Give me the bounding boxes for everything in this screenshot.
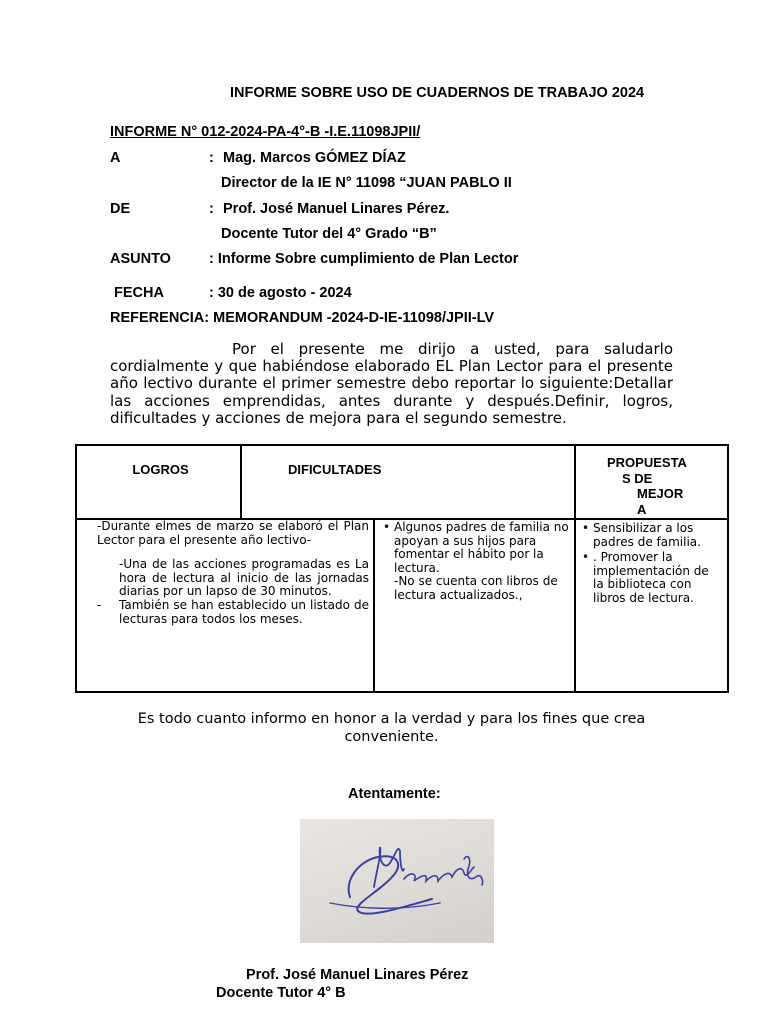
logros-item: -Una de las acciones programadas es La hora de lectura al inicio de las jornadas diarias por un lapso de 30 minutos. — [119, 557, 369, 599]
from-name: Prof. José Manuel Linares Pérez. — [223, 201, 450, 217]
propuestas-list — [581, 522, 723, 606]
dificultades-item: • Algunos padres de familia no apoyan a sus hijos para fomentar el hábito por la lectura. — [382, 521, 570, 575]
propuestas-cell — [575, 519, 728, 692]
table-header-row — [76, 445, 728, 519]
signatory-name: Prof. José Manuel Linares Pérez — [246, 967, 469, 983]
subject-value: : Informe Sobre cumplimiento de Plan Lector — [209, 251, 519, 267]
subject-label: ASUNTO — [110, 251, 171, 267]
header-propuestas — [576, 455, 727, 517]
header-dificultades: DIFICULTADES — [288, 462, 382, 477]
propuestas-item: • Sensibilizar a los padres de familia. — [581, 522, 723, 549]
to-position: Director de la IE N° 11098 “JUAN PABLO II — [221, 175, 512, 191]
propuestas-content — [576, 520, 727, 606]
propuestas-item: • . Promover la implementación de la biblioteca con libros de lectura. — [581, 551, 723, 605]
logros-item-text: También se han establecido un listado de lecturas para todos los meses. — [119, 597, 369, 626]
document-title: INFORME SOBRE USO DE CUADERNOS DE TRABAJO 2024 — [230, 85, 645, 101]
logros-cell — [76, 519, 374, 692]
memorandum-reference: REFERENCIA: MEMORANDUM -2024-D-IE-11098/JPII-LV — [110, 310, 495, 326]
signature-image — [300, 819, 494, 943]
header-propuestas-line: PROPUESTA — [607, 455, 687, 470]
signatory-role: Docente Tutor 4° B — [216, 985, 346, 1001]
logros-content — [77, 520, 373, 626]
date-value: : 30 de agosto - 2024 — [209, 285, 352, 301]
header-propuestas-line: MEJOR — [637, 486, 684, 501]
dificultades-list — [382, 521, 570, 575]
header-dificultades-cell — [241, 445, 575, 519]
salutation: Atentamente: — [348, 786, 441, 802]
closing-paragraph: Es todo cuanto informo en honor a la verdad y para los fines que crea conveniente. — [137, 711, 646, 745]
logros-intro: -Durante elmes de marzo se elaboró el Plan Lector para el presente año lectivo- — [97, 519, 369, 547]
handwritten-signature — [300, 819, 494, 943]
header-logros-cell — [76, 445, 241, 519]
logros-item-marker: - — [97, 597, 102, 612]
dificultades-content — [375, 520, 574, 603]
header-propuestas-line: A — [637, 501, 647, 517]
header-logros: LOGROS — [132, 462, 189, 477]
dificultades-cell — [374, 519, 575, 692]
header-propuestas-line: S DE — [622, 470, 653, 486]
header-propuestas-cell — [575, 445, 728, 519]
date-label: FECHA — [114, 285, 164, 301]
to-colon: : — [209, 150, 214, 166]
table-body-row — [76, 519, 728, 692]
from-label: DE — [110, 201, 131, 217]
report-table — [75, 444, 729, 693]
from-position: Docente Tutor del 4° Grado “B” — [221, 226, 437, 242]
body-text: Por el presente me dirijo a usted, para saludarlo cordialmente y que habiéndose elaborado EL Plan Lector para el presente año lectivo durante el primer semestre debo reportar lo siguiente:Detallar las acciones emprendidas, antes durante y después.Definir, logros, dificultades y acciones de mejora para el segundo semestre. — [110, 340, 673, 427]
report-number: INFORME N° 012-2024-PA-4°-B -I.E.11098JPII/ — [110, 124, 421, 140]
to-label: A — [110, 150, 121, 166]
logros-item — [97, 599, 369, 626]
dificultades-note: -No se cuenta con libros de lectura actualizados., — [394, 574, 558, 602]
body-paragraph — [110, 341, 673, 427]
to-name: Mag. Marcos GÓMEZ DÍAZ — [223, 150, 406, 166]
from-colon: : — [209, 201, 214, 217]
